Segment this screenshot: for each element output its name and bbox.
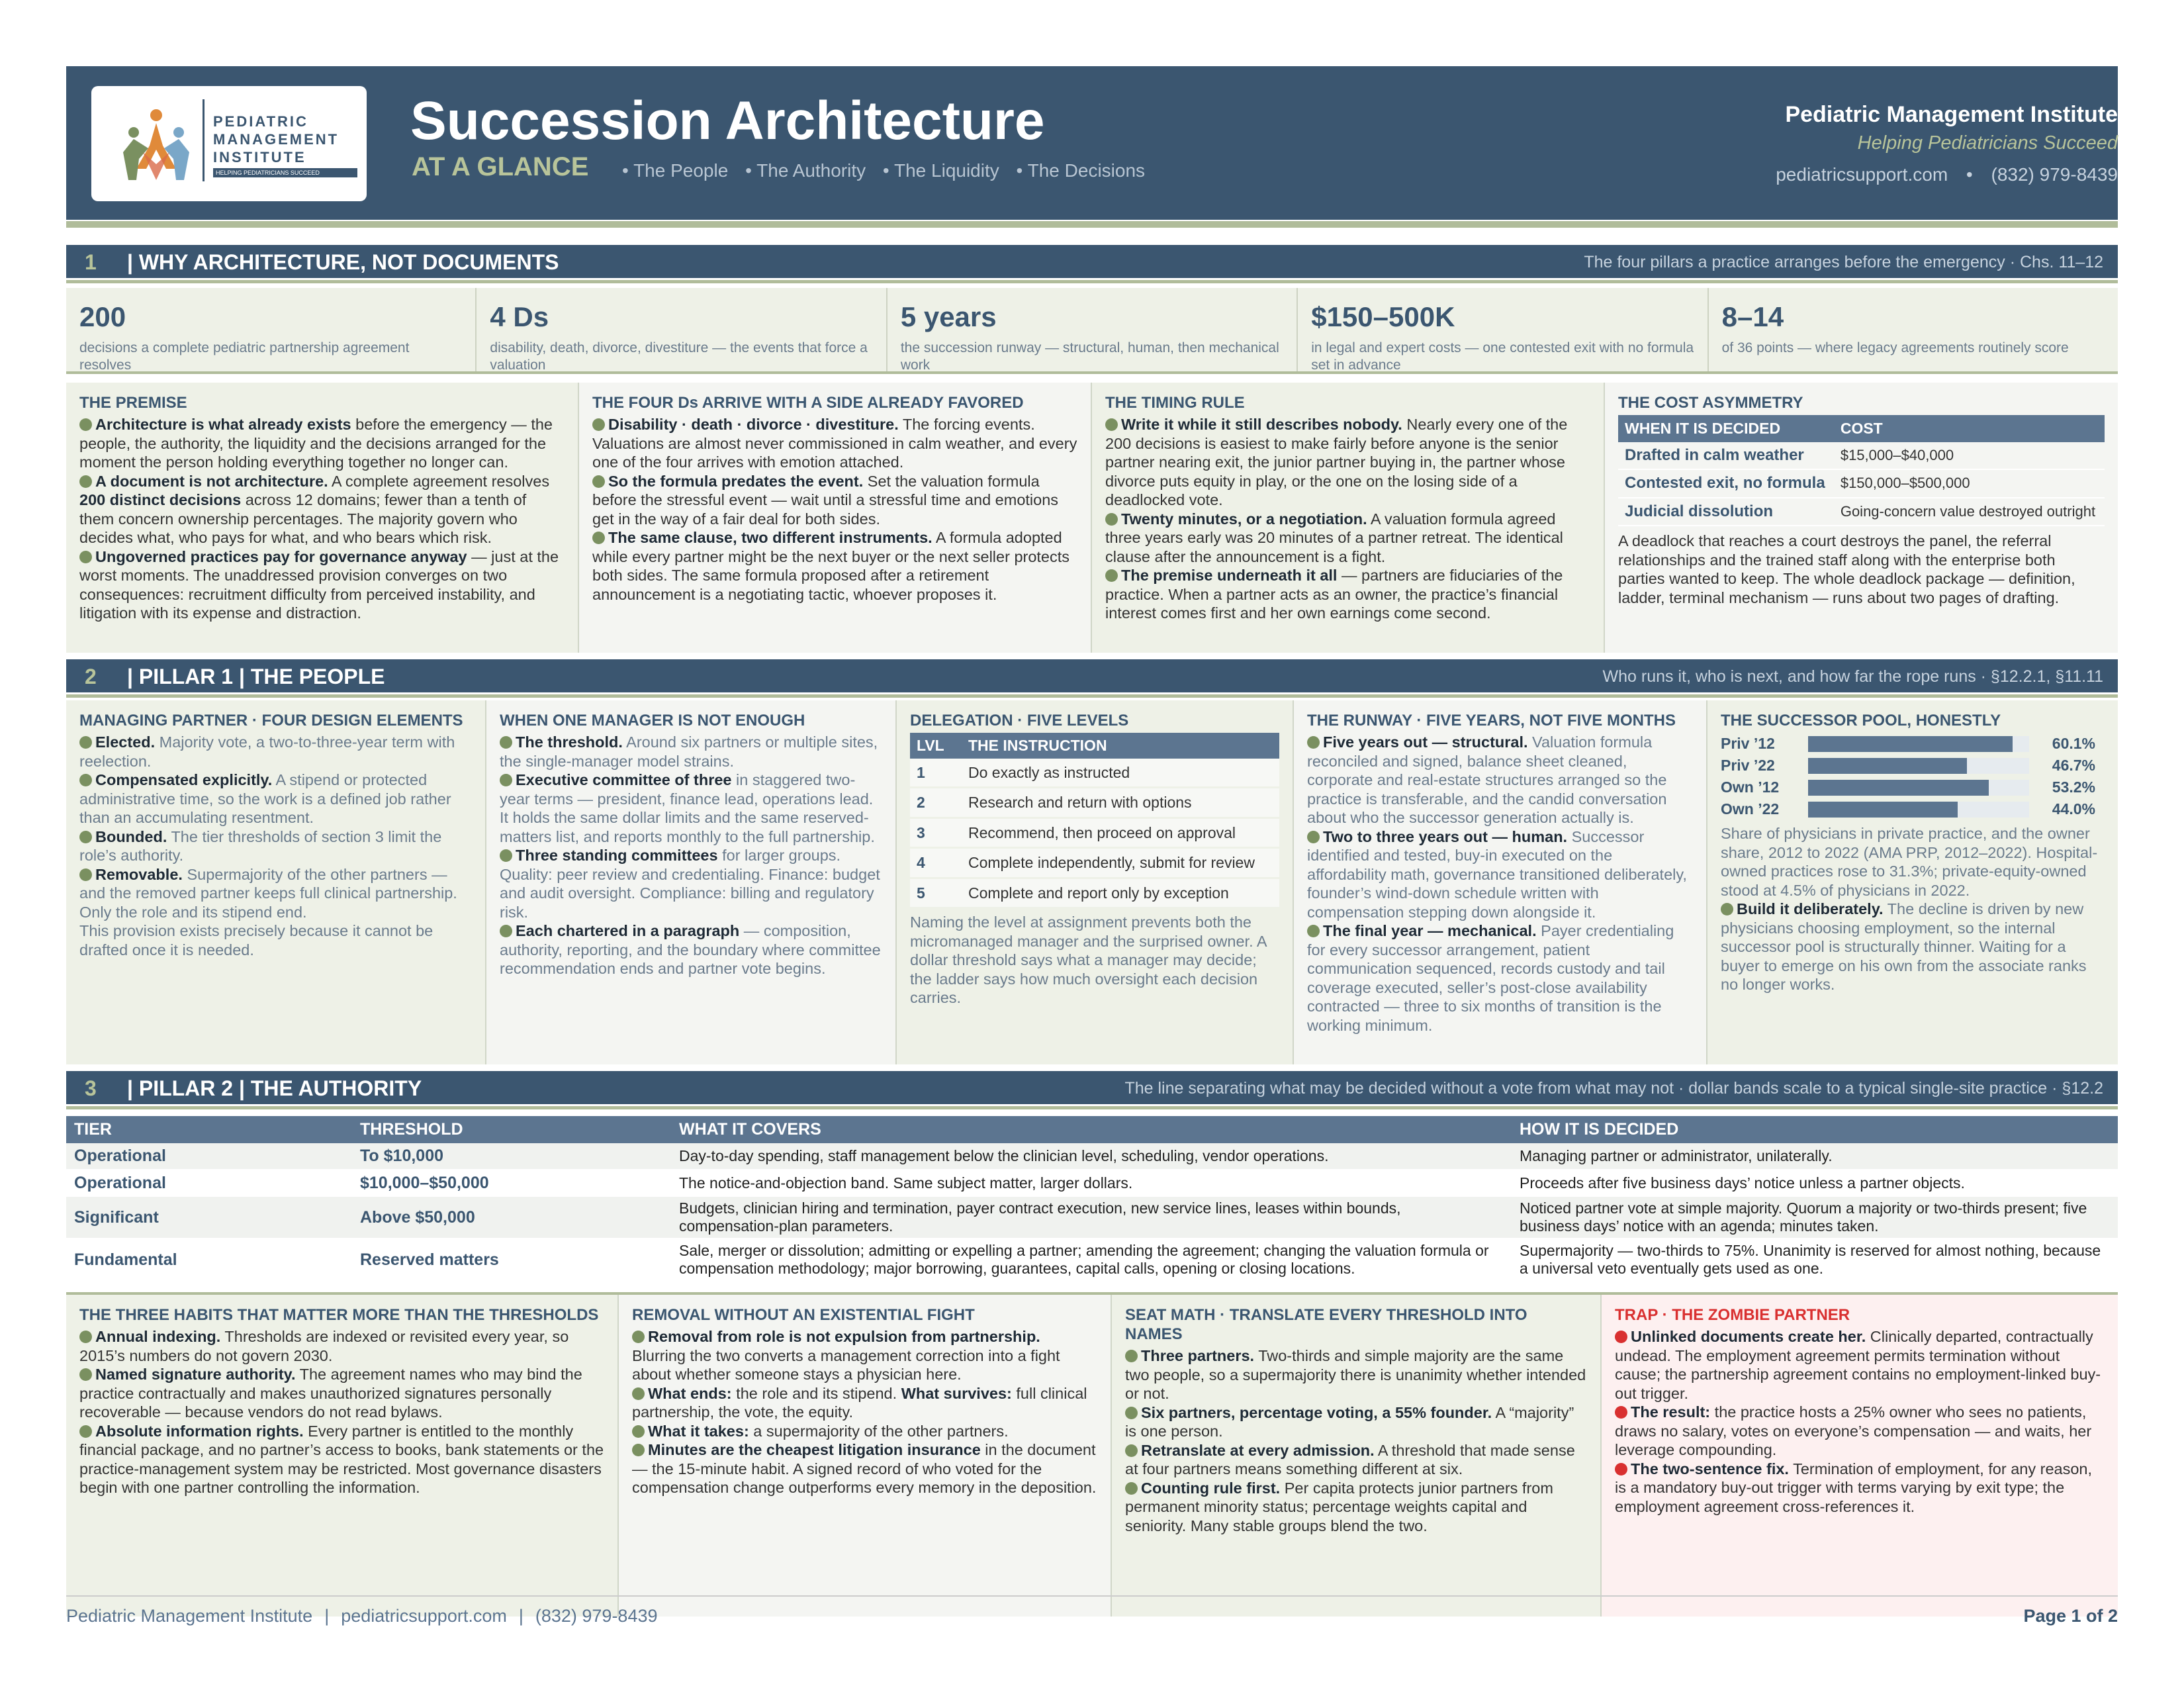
bar-track xyxy=(1808,780,2029,796)
bullet-dot-icon xyxy=(592,532,605,544)
bar-value: 46.7% xyxy=(2052,757,2095,774)
bullet-dot-icon xyxy=(632,1331,645,1343)
column-header: WHEN IT IS DECIDED xyxy=(1618,415,1834,442)
page-footer xyxy=(66,1595,2118,1626)
column-header: HOW IT IS DECIDED xyxy=(1512,1116,2118,1143)
website-link[interactable]: pediatricsupport.com xyxy=(1776,164,1948,185)
delegation-note: Naming the level at assignment prevents both the micromanaged manager and the surprised owner. A dollar threshold says what a manager may decide; the ladder says how much oversight each decision carries. xyxy=(910,914,1267,1006)
bar-value: 60.1% xyxy=(2052,735,2095,753)
logo xyxy=(91,86,367,201)
page-subtitle: AT A GLANCE xyxy=(412,152,589,181)
section-number: 3 xyxy=(85,1076,97,1100)
timing-panel: THE TIMING RULE Write it while it still describes nobody. Nearly every one of the 200 decisions is easiest to make fairly before anyone is the senior partner nearing exit, the junior partner buying in, the partner whose divorce puts equity in play, or the one on the losing side of a deadlocked vote. Twenty minutes, or a negotiation. A valuation formula agreed three years early was 20 minutes of a partner retreat. The identical clause after the announcement is a fight. The premise underneath it all — partners are fiduciaries of the practice. When a partner acts as an owner, the practice’s financial interest comes first and her own earnings come second. xyxy=(1092,383,1605,653)
section-note: The four pillars a practice arranges before the emergency · Chs. 11–12 xyxy=(1584,253,2103,271)
topic-list xyxy=(622,160,1157,181)
stat-card xyxy=(66,288,477,371)
footer-phone: (832) 979-8439 xyxy=(535,1606,658,1626)
section-note: The line separating what may be decided without a vote from what may not · dollar bands scale to a typical single-site practice · §12.2 xyxy=(1124,1079,2103,1098)
delegation-table xyxy=(910,733,1279,909)
bullet-dot-icon xyxy=(500,849,512,862)
panel-heading: THE PREMISE xyxy=(79,394,187,412)
table-row: Significant Above $50,000 Budgets, clinician hiring and termination, payer contract execution, new service lines, leases within bounds, compensation-plan parameters. Noticed partner vote at simple majority. Quorum a majority or two-thirds present; five business days’ notice with an agenda; minutes taken. xyxy=(66,1196,2118,1239)
section-number: 2 xyxy=(85,665,97,688)
successor-bar-row xyxy=(1721,733,2105,755)
table-row: 4 Complete independently, submit for review xyxy=(910,848,1279,878)
org-tagline: Helping Pediatricians Succeed xyxy=(1857,132,2118,154)
panel-heading: THE TIMING RULE xyxy=(1105,394,1245,412)
bar-track xyxy=(1808,802,2029,818)
bar-track xyxy=(1808,758,2029,774)
section-title: | PILLAR 2 | THE AUTHORITY xyxy=(127,1076,422,1100)
four-ds-panel: THE FOUR Ds ARRIVE WITH A SIDE ALREADY FAVORED Disability · death · divorce · divestiture. The forcing events. Valuations are almost never commissioned in calm weather, and every one of the four arrives with emotion attached. So the formula predates the event. Set the valuation formula before the stressful event — wait until a stressful time and emotions get in the way of a fair deal for both sides. The same clause, two different instruments. A formula adopted while every partner might be the next buyer or the next seller protects both sides. The same formula proposed after a retirement announcement is a negotiating tactic, whoever proposes it. xyxy=(579,383,1092,653)
section-3-panels xyxy=(66,1292,2118,1617)
panel-heading: THE RUNWAY · FIVE YEARS, NOT FIVE MONTHS xyxy=(1307,712,1676,729)
logo-tagline: HELPING PEDIATRICIANS SUCCEED xyxy=(213,168,357,177)
table-row: 2 Research and return with options xyxy=(910,788,1279,818)
pool-note: Share of physicians in private practice, and the owner share, 2012 to 2022 (AMA PRP, 2012–2022). Hospital-owned practices rose to 31.3%; private-equity-owned stood at 4.5% of physicians in 2022. xyxy=(1721,825,2098,899)
stat-description: disability, death, divorce, divestiture — the events that force a valuation xyxy=(490,340,868,373)
habits-panel: THE THREE HABITS THAT MATTER MORE THAN THE THRESHOLDS Annual indexing. Thresholds are indexed or revisited every year, so 2015’s numbers do not govern 2030. Named signature authority. The agreement names who may bind the practice contractually and makes unauthorized signatures personally recoverable — because vendors do not read bylaws. Absolute information rights. Every partner is entitled to the monthly financial package, and no partner’s access to books, bank statements or the practice-management system may be restricted. Most governance disasters begin with one partner controlling the information. xyxy=(66,1295,619,1617)
cost-panel xyxy=(1605,383,2118,653)
bullet-dot-icon xyxy=(79,475,92,488)
footer-org: Pediatric Management Institute xyxy=(66,1606,313,1626)
bar-fill xyxy=(1808,802,1958,818)
successor-bar-row xyxy=(1721,776,2105,798)
bullet-dot-icon xyxy=(1125,1482,1138,1495)
topic-item: • The People xyxy=(622,160,729,181)
table-row: 3 Recommend, then proceed on approval xyxy=(910,818,1279,848)
managing-partner-panel: MANAGING PARTNER · FOUR DESIGN ELEMENTS Elected. Majority vote, a two-to-three-year term with reelection. Compensated explicitly. A stipend or protected administrative time, so the work is a defined job rather than an accumulating resentment. Bounded. The tier thresholds of section 3 limit the role’s authority. Removable. Supermajority of the other partners — and the removed partner keeps full clinical partnership. Only the role and its stipend end. This provision exists precisely because it cannot be drafted once it is needed. xyxy=(66,700,486,1064)
bar-label: Priv ’12 xyxy=(1721,735,1775,753)
page-title: Succession Architecture xyxy=(410,91,1045,151)
bullet-dot-icon xyxy=(79,418,92,431)
seat-math-panel: SEAT MATH · TRANSLATE EVERY THRESHOLD INTO NAMES Three partners. Two-thirds and simple majority are the same two people, so a supermajority there is unanimity whether intended or not. Six partners, percentage voting, a 55% founder. A “majority” is one person. Retranslate at every admission. A threshold that made sense at four partners means something different at six. Counting rule first. Per capita protects junior partners from permanent minority status; percentage weights capital and seniority. Many stable groups blend the two. xyxy=(1112,1295,1602,1617)
bullet-dot-icon xyxy=(1125,1407,1138,1419)
column-header: THE INSTRUCTION xyxy=(962,733,1279,759)
panel-heading: THE COST ASYMMETRY xyxy=(1618,394,1803,412)
bullet-dot-icon xyxy=(1125,1350,1138,1362)
stat-value: 200 xyxy=(79,301,126,332)
column-header: LVL xyxy=(910,733,962,759)
bullet-dot-icon xyxy=(79,1331,92,1343)
panel-heading: TRAP · THE ZOMBIE PARTNER xyxy=(1615,1306,1850,1324)
stat-card xyxy=(1298,288,1708,371)
column-header: THRESHOLD xyxy=(352,1116,671,1143)
bullet-dot-icon xyxy=(1105,569,1118,582)
stat-description: decisions a complete pediatric partnership agreement resolves xyxy=(79,340,410,373)
section-2-bar xyxy=(66,659,2118,692)
successor-pool-panel: THE SUCCESSOR POOL, HONESTLY Priv ’12 60.1% Priv ’22 46.7% Own ’12 53.2% Own ’22 44.0% Share of physicians in private practice, and the owner share, 2012 to 2022 (AMA PRP, 2012–2022). Hospital-owned practices rose to 31.3%; private-equity-owned stood at 4.5% of physicians in 2022. Build it deliberately. The decline is driven by new physicians choosing employment, so the internal successor pool is structurally thinner. Waiting for a buyer to emerge on his own from the associate ranks no longer works. xyxy=(1707,700,2118,1064)
bullet-dot-icon xyxy=(1125,1444,1138,1457)
bullet-dot-icon xyxy=(500,774,512,786)
successor-bar-chart xyxy=(1721,733,2105,820)
bullet-dot-icon xyxy=(632,1425,645,1438)
runway-panel: THE RUNWAY · FIVE YEARS, NOT FIVE MONTHS Five years out — structural. Valuation formula reconciled and signed, balance sheet cleaned, corporate and real-estate structures arranged so the practice is transferable, and the candid conversation about who the successor generation actually is. Two to three years out — human. Successor identified and tested, buy-in executed on the affordability math, governance transitioned deliberately, founder’s wind-down schedule written with compensation stepping down alongside it. The final year — mechanical. Payer credentialing for every successor arrangement, patient communication sequenced, records custody and tail coverage executed, seller’s post-close availability contracted — three to six months of transition is the working minimum. xyxy=(1294,700,1707,1064)
bullet-dot-icon xyxy=(1307,831,1320,843)
panel-heading: SEAT MATH · TRANSLATE EVERY THRESHOLD INTO NAMES xyxy=(1125,1306,1527,1343)
bullet-dot-icon xyxy=(1307,925,1320,937)
section-number: 1 xyxy=(85,250,97,274)
warning-dot-icon xyxy=(1615,1463,1627,1476)
stat-value: 4 Ds xyxy=(490,301,549,332)
table-row: Drafted in calm weather $15,000–$40,000 xyxy=(1618,442,2105,470)
panel-heading: THE SUCCESSOR POOL, HONESTLY xyxy=(1721,712,2001,729)
successor-bar-row xyxy=(1721,755,2105,776)
bullet-dot-icon xyxy=(500,736,512,749)
stat-strip xyxy=(66,288,2118,374)
table-row: Operational To $10,000 Day-to-day spending, staff management below the clinician level, scheduling, vendor operations. Managing partner or administrator, unilaterally. xyxy=(66,1143,2118,1170)
premise-panel: THE PREMISE Architecture is what already exists before the emergency — the people, the authority, the liquidity and the decisions arranged for the moment the person holding everything together no longer can. A document is not architecture. A complete agreement resolves 200 distinct decisions across 12 domains; fewer than a tenth of them concern ownership percentages. The majority govern who decides what, who pays for what, and who bears which risk. Ungoverned practices pay for governance anyway — just at the worst moments. The unaddressed provision converges on two consequences: recruitment difficulty from perceived instability, and litigation with its expense and distraction. xyxy=(66,383,579,653)
bar-value: 44.0% xyxy=(2052,800,2095,818)
logo-figures-icon xyxy=(116,106,196,185)
stat-card xyxy=(887,288,1298,371)
table-row: Operational $10,000–$50,000 The notice-and-objection band. Same subject matter, larger dollars. Proceeds after five business days’ notice unless a partner objects. xyxy=(66,1170,2118,1196)
topic-item: • The Liquidity xyxy=(882,160,999,181)
authority-table xyxy=(66,1116,2118,1282)
org-name: Pediatric Management Institute xyxy=(1785,102,2118,127)
bullet-dot-icon xyxy=(1721,903,1733,915)
column-header: WHAT IT COVERS xyxy=(671,1116,1512,1143)
stat-value: 8–14 xyxy=(1721,301,1784,332)
panel-heading: THE THREE HABITS THAT MATTER MORE THAN THE THRESHOLDS xyxy=(79,1306,599,1324)
section-1-bar xyxy=(66,245,2118,278)
bullet-dot-icon xyxy=(592,418,605,431)
cost-table xyxy=(1618,415,2105,526)
section-1-panels xyxy=(66,383,2118,653)
panel-heading: THE FOUR Ds ARRIVE WITH A SIDE ALREADY FAVORED xyxy=(592,394,1024,412)
topic-item: • The Decisions xyxy=(1016,160,1146,181)
warning-dot-icon xyxy=(1615,1406,1627,1419)
logo-divider xyxy=(203,99,205,181)
bullet-dot-icon xyxy=(1105,418,1118,431)
bar-label: Priv ’22 xyxy=(1721,757,1775,774)
footer-separator: | xyxy=(324,1606,330,1626)
panel-heading: WHEN ONE MANAGER IS NOT ENOUGH xyxy=(500,712,805,729)
column-header: TIER xyxy=(66,1116,352,1143)
bar-fill xyxy=(1808,758,1967,774)
logo-wordmark: PEDIATRIC MANAGEMENT INSTITUTE xyxy=(213,113,340,165)
warning-dot-icon xyxy=(1615,1331,1627,1343)
bar-value: 53.2% xyxy=(2052,778,2095,796)
table-row: 1 Do exactly as instructed xyxy=(910,759,1279,788)
bullet-dot-icon xyxy=(632,1387,645,1400)
section-3-bar xyxy=(66,1071,2118,1104)
bullet-dot-icon xyxy=(79,1425,92,1438)
section-title: | WHY ARCHITECTURE, NOT DOCUMENTS xyxy=(127,250,559,274)
section-note: Who runs it, who is next, and how far the rope runs · §12.2.1, §11.11 xyxy=(1602,667,2103,686)
table-row: Contested exit, no formula $150,000–$500,000 xyxy=(1618,469,2105,498)
org-contact xyxy=(1762,164,2118,185)
page-number: Page 1 of 2 xyxy=(2023,1606,2118,1626)
phone-number: (832) 979-8439 xyxy=(1991,164,2118,185)
section-title: | PILLAR 1 | THE PEOPLE xyxy=(127,665,385,688)
bullet-dot-icon xyxy=(1105,513,1118,526)
cost-note: A deadlock that reaches a court destroys the panel, the referral relationships and the trained staff along with the enterprise both parties wanted to keep. The whole deadlock package — definition, ladder, terminal mechanism — runs about two pages of drafting. xyxy=(1618,532,2075,606)
bar-fill xyxy=(1808,780,1989,796)
bullet-dot-icon xyxy=(79,831,92,843)
header-banner xyxy=(66,66,2118,220)
panel-heading: MANAGING PARTNER · FOUR DESIGN ELEMENTS xyxy=(79,712,463,729)
column-header: COST xyxy=(1834,415,2105,442)
panel-heading: DELEGATION · FIVE LEVELS xyxy=(910,712,1129,729)
zombie-partner-panel: TRAP · THE ZOMBIE PARTNER Unlinked documents create her. Clinically departed, contractually undead. The employment agreement permits termination without cause; the partnership agreement contains no employment-linked buy-out trigger. The result: the practice hosts a 25% owner who sees no patients, draws no salary, votes on everyone’s compensation — and waits, her leverage compounding. The two-sentence fix. Termination of employment, for any reason, is a mandatory buy-out trigger with terms varying by exit type; the employment agreement cross-references it. xyxy=(1602,1295,2118,1617)
bullet-dot-icon xyxy=(1307,736,1320,749)
stat-description: the succession runway — structural, human, then mechanical work xyxy=(900,340,1279,373)
footer-separator: | xyxy=(518,1606,523,1626)
one-manager-panel: WHEN ONE MANAGER IS NOT ENOUGH The threshold. Around six partners or multiple sites, the single-manager model strains. Executive committee of three in staggered two-year terms — president, finance lead, operations lead. It holds the same dollar limits and the same reserved-matters list, and reports monthly to the full partnership. Three standing committees for larger groups. Quality: peer review and credentialing. Finance: budget and audit oversight. Compliance: billing and regulatory risk. Each chartered in a paragraph — composition, authority, reporting, and the boundary where committee recommendation ends and partner vote begins. xyxy=(486,700,897,1064)
panel-heading: REMOVAL WITHOUT AN EXISTENTIAL FIGHT xyxy=(632,1306,975,1324)
stat-description: in legal and expert costs — one contested exit with no formula set in advance xyxy=(1311,340,1694,373)
contact-separator: • xyxy=(1966,164,1973,185)
section-2-panels xyxy=(66,700,2118,1064)
bar-track xyxy=(1808,736,2029,752)
bullet-dot-icon xyxy=(79,551,92,563)
bullet-dot-icon xyxy=(500,925,512,937)
bar-label: Own ’22 xyxy=(1721,800,1780,818)
table-row: Judicial dissolution Going-concern value destroyed outright xyxy=(1618,498,2105,526)
stat-card xyxy=(477,288,887,371)
table-row: 5 Complete and report only by exception xyxy=(910,878,1279,908)
stat-description: of 36 points — where legacy agreements routinely score xyxy=(1721,340,2069,355)
footer-website-link[interactable]: pediatricsupport.com xyxy=(341,1606,507,1626)
delegation-panel xyxy=(897,700,1294,1064)
bar-fill xyxy=(1808,736,2013,752)
stat-value: 5 years xyxy=(900,301,997,332)
stat-card xyxy=(1709,288,2118,371)
bullet-dot-icon xyxy=(79,774,92,786)
topic-item: • The Authority xyxy=(745,160,866,181)
table-row: Fundamental Reserved matters Sale, merger or dissolution; admitting or expelling a partner; amending the agreement; changing the valuation formula or compensation methodology; major borrowing, guarantees, capital calls, opening or closing locations. Supermajority — two-thirds to 75%. Unanimity is reserved for almost nothing, because a universal veto eventually gets used as one. xyxy=(66,1239,2118,1281)
bullet-dot-icon xyxy=(79,1368,92,1381)
stat-value: $150–500K xyxy=(1311,301,1455,332)
successor-bar-row xyxy=(1721,798,2105,820)
removal-panel: REMOVAL WITHOUT AN EXISTENTIAL FIGHT Removal from role is not expulsion from partnership. Blurring the two converts a management correction into a fight about whether someone stays a physician here. What ends: the role and its stipend. What survives: full clinical partnership, the vote, the equity. What it takes: a supermajority of the other partners. Minutes are the cheapest litigation insurance in the document — the 15-minute habit. A signed record of who voted for the compensation change outperforms every memory in the deposition. xyxy=(619,1295,1112,1617)
bar-label: Own ’12 xyxy=(1721,778,1780,796)
bullet-dot-icon xyxy=(79,868,92,881)
bullet-dot-icon xyxy=(592,475,605,488)
bullet-dot-icon xyxy=(632,1444,645,1456)
bullet-dot-icon xyxy=(79,736,92,749)
